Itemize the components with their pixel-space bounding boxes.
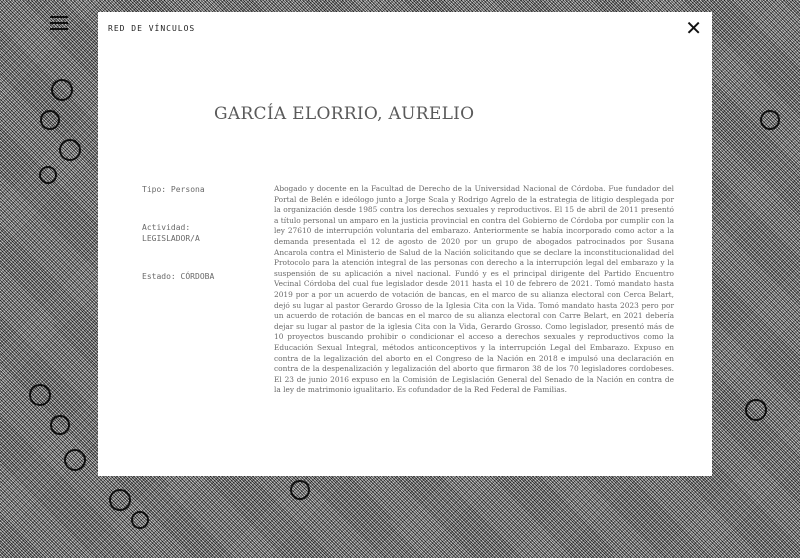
close-icon[interactable]: ✕ [685,16,702,40]
person-modal [98,12,712,476]
menu-button[interactable] [50,16,68,30]
meta-type [142,184,262,195]
state-label: Estado: [142,272,176,281]
type-value: Persona [170,185,205,194]
meta-state [142,271,262,282]
person-bio: Abogado y docente en la Facultad de Derecho de la Universidad Nacional de Córdoba. Fue fundador del Portal de Belén e ideólogo junto a Jorge Scala y Rodrigo Agrelo de la estrategia de litigio desplegada por la organización desde 1985 contra los derechos sexuales y reproductivos. El 15 de abril de 2011 presentó a título personal un amparo en la justicia provincial en contra del Gobierno de Córdoba por cumplir con la ley 27610 de interrupción voluntaria del embarazo. Anteriormente se había incorporado como actor a la demanda presentada el 12 de agosto de 2020 por un grupo de abogados patrocinados por Susana Ancarola contra el Ministerio de Salud de la Nación solicitando que se declare la inconstitucionalidad del Protocolo para la atención integral de las personas con derecho a la interrupción legal del embarazo y la suspensión de su aplicación a nivel nacional. Fundó y es el principal dirigente del Partido Encuentro Vecinal Córdoba del cual fue legislador desde 2011 hasta el 10 de febrero de 2021. Tomó mandato hasta 2019 por a por un acuerdo de votación de bancas, en el marco de su alianza electoral con Cerca Belart, dejó su lugar al pastor Gerardo Grosso de la Iglesia Cita con la Vida. Tomó mandato hasta 2023 pero por un acuerdo de rotación de bancas en el marco de su alianza electoral con Carre Belart, en 2021 debería dejar su lugar al pastor de la iglesia Cita con la Vida, Gerardo Grosso. Como legislador, presentó más de 10 proyectos buscando prohibir o condicionar el acceso a derechos sexuales y reproductivos como la Educación Sexual Integral, métodos anticonceptivos y la interrupción Legal del Embarazo. Expuso en contra de la legalización del aborto en el Congreso de la Nación en 2018 e impulsó una declaración en contra de la despenalización y legalización del aborto que firmaron 38 de los 70 legisladores cordobeses. El 23 de junio 2016 expuso en la Comisión de Legislación General del Senado de la Nación en contra de la ley de matrimonio igualitario. Es cofundador de la Red Federal de Familias. [274,184,674,395]
person-name: GARCÍA ELORRIO, AURELIO [214,104,475,124]
person-meta [142,184,262,309]
type-label: Tipo: [142,185,167,194]
activity-label: Actividad: [142,223,191,232]
meta-activity [142,222,262,244]
activity-value: LEGISLADOR/A [142,234,200,243]
hamburger-icon [50,16,68,18]
state-value: CÓRDOBA [180,272,215,281]
brand-title: RED DE VÍNCULOS [108,24,196,33]
